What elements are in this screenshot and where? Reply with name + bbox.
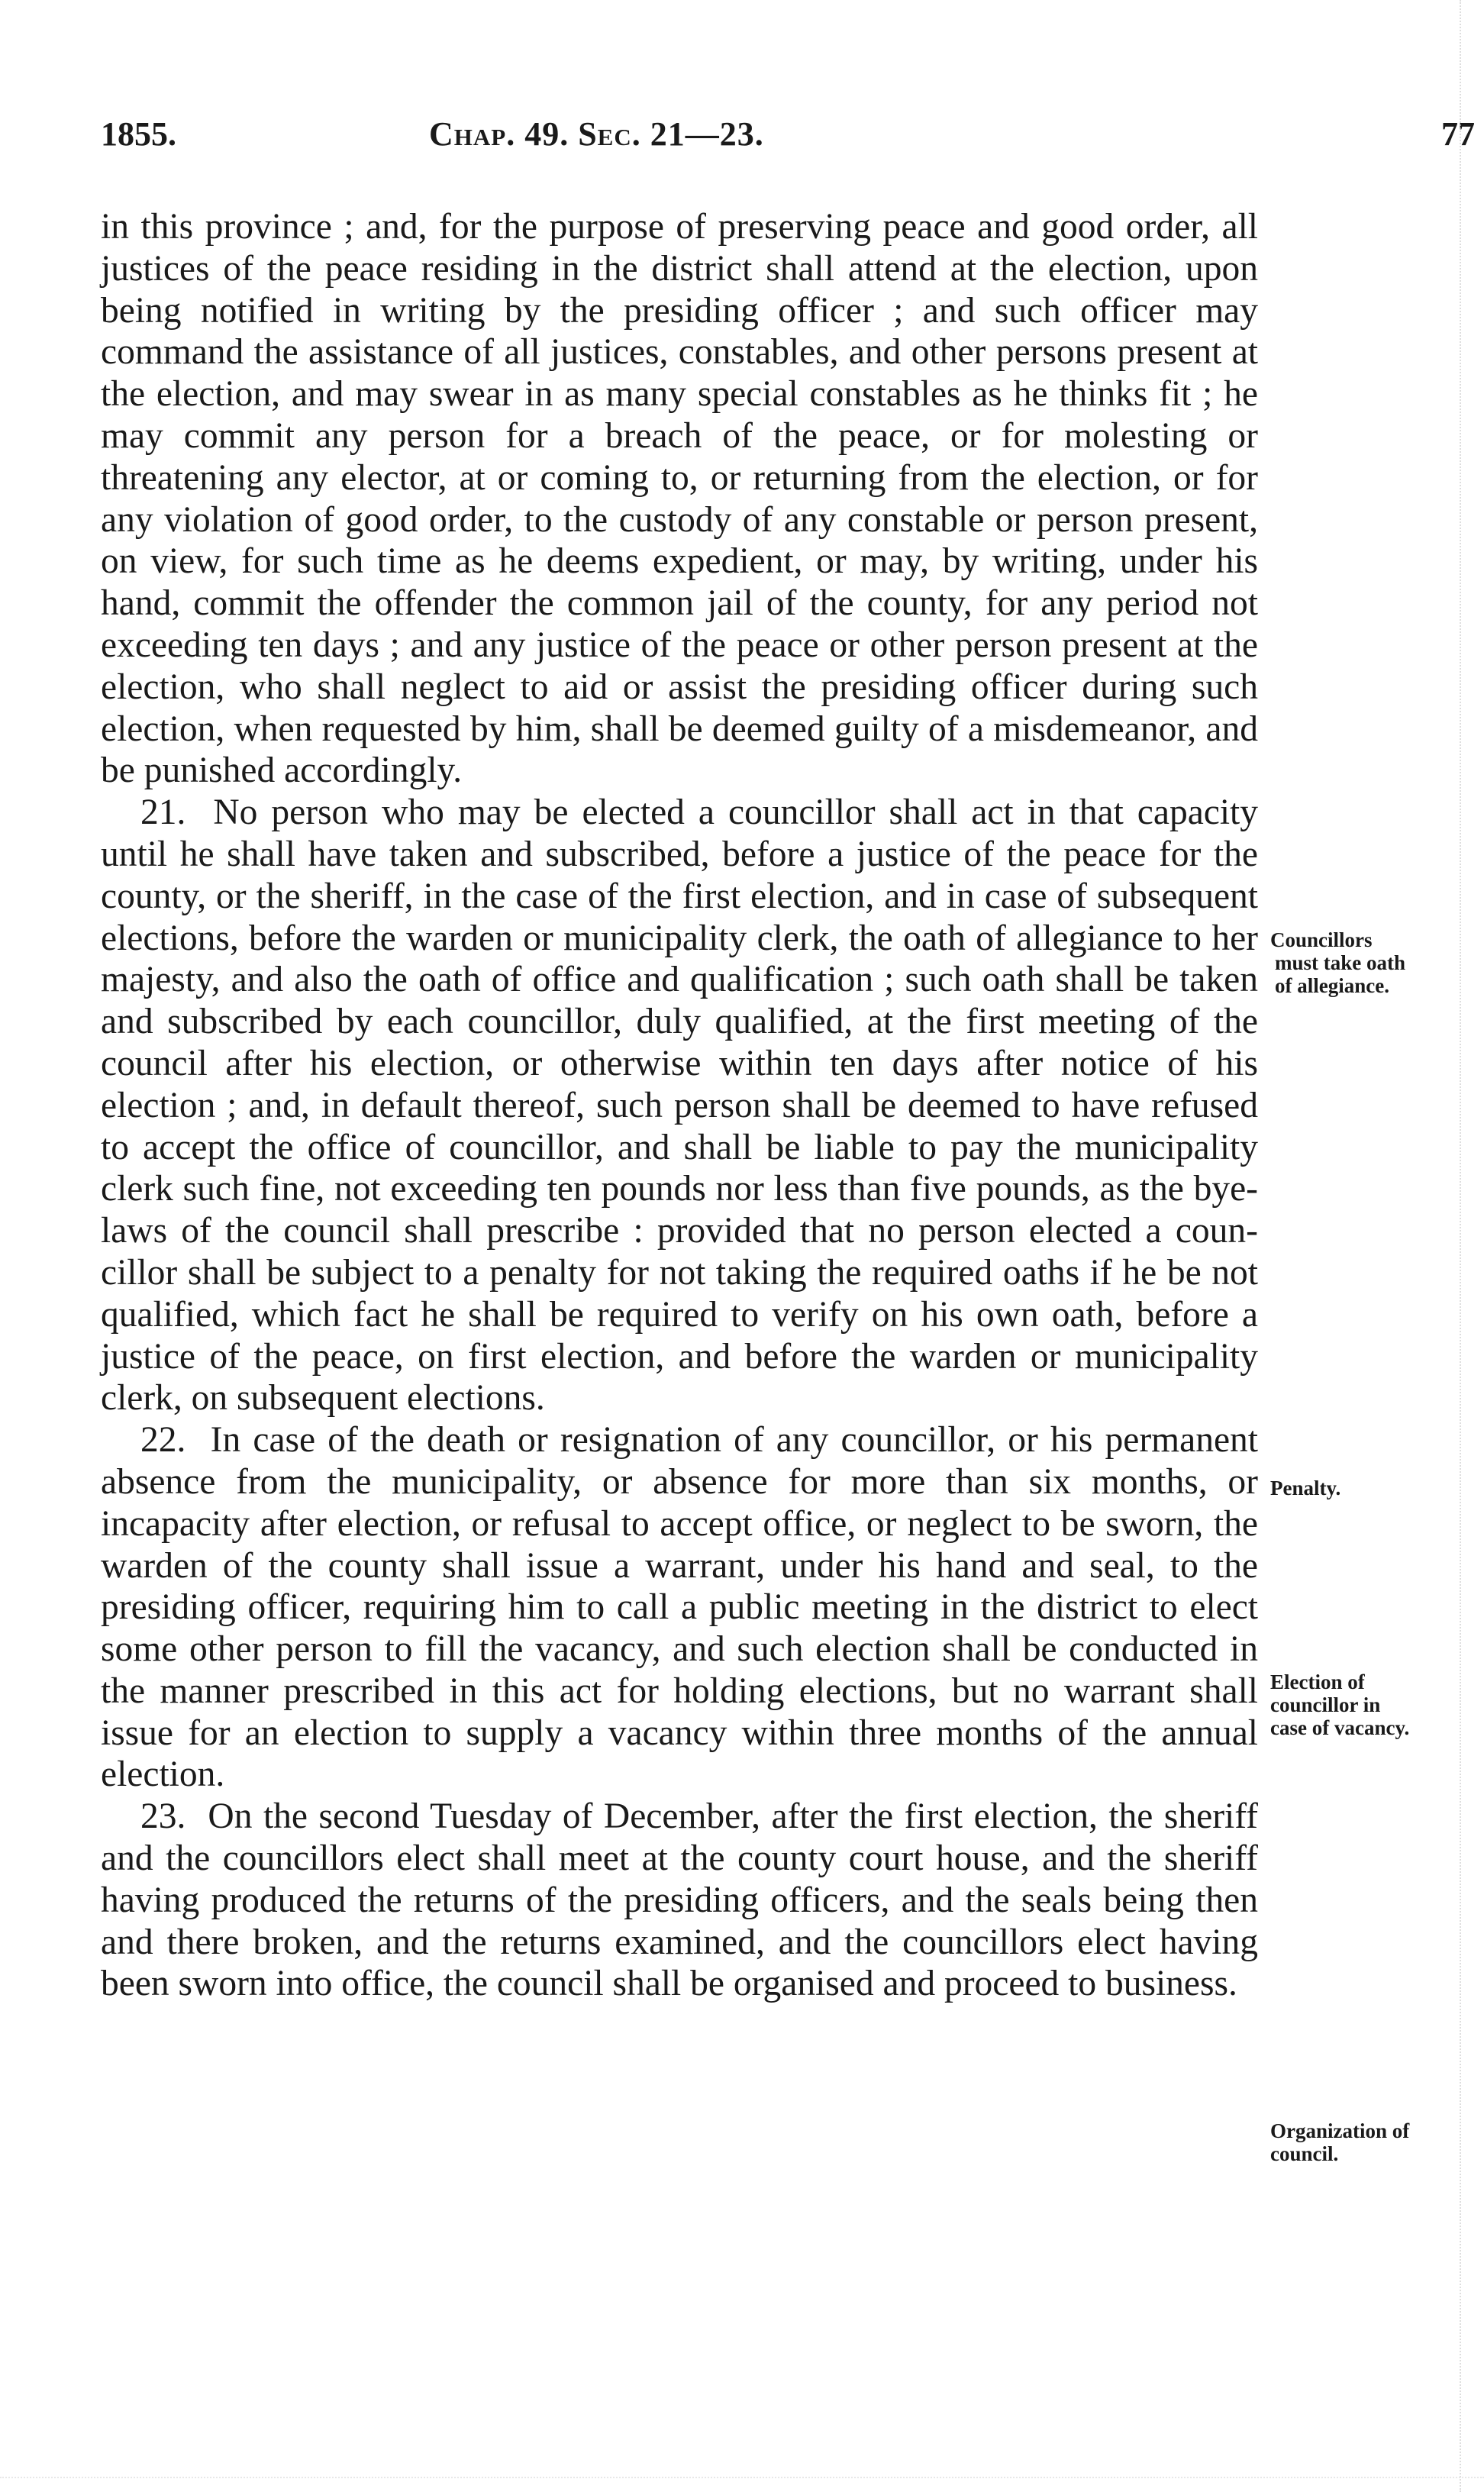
page-number: 77	[1441, 115, 1475, 153]
body-text	[101, 206, 1258, 2005]
margin-note-line: must take oath	[1275, 951, 1406, 974]
scan-bottom-artifact	[0, 2477, 1484, 2481]
margin-note-line: council.	[1270, 2142, 1339, 2165]
section-text: No person who may be elected a councillor shall act in that capacity until he shall have taken and subscribed, before a justice of the peace for the county, or the sheriff, in the case of the first election, and in case of subsequent elections, before the warden or municipality clerk, the oath of allegiance to her majesty, and also the oath of office and qualification ; such oath shall be taken and subscribed by each councillor, duly qualified, at the first meeting of the council after his election, or otherwise within ten days after notice of his election ; and, in default thereof, such person shall be deemed to have refused to accept the office of councillor, and shall be liable to pay the municipality clerk such fine, not exceeding ten pounds nor less than five pounds, as the bye-laws of the council shall prescribe : provided that no person elected a councillor shall be subject to a penalty for not taking the required oaths if he be not qualified, which fact he shall be required to verify on his own oath, before a justice of the peace, on first election, and before the warden or municipality clerk, on subsequent elections.	[101, 792, 1259, 1419]
header-year: 1855.	[101, 115, 176, 153]
margin-note-line: of allegiance.	[1275, 974, 1389, 997]
scan-edge-artifact	[1460, 0, 1484, 2492]
section-number: 22.	[140, 1420, 186, 1461]
margin-note-election-vacancy	[1270, 1670, 1476, 1739]
margin-note-line: case of vacancy.	[1270, 1716, 1410, 1739]
margin-note-line: Councillors	[1270, 928, 1373, 951]
margin-note-line: Organization of	[1270, 2119, 1410, 2142]
header-chapter-section: Chap. 49. Sec. 21—23.	[429, 115, 764, 153]
page-header	[101, 115, 1475, 168]
section-21	[101, 792, 1258, 1419]
margin-note-line: Election of	[1270, 1670, 1365, 1693]
margin-note-councillors-oath	[1270, 928, 1476, 997]
margin-note-organization	[1270, 2119, 1476, 2165]
margin-note-line: councillor in	[1270, 1693, 1381, 1716]
section-text: On the second Tuesday of December, after the first election, the sheriff and the councillors elect shall meet at the county court house, and the sheriff having produced the returns of the presiding officers, and the seals being then and there broken, and the returns examined, and the councillors elect having been sworn into office, the council shall be organised and proceed to business.	[101, 1796, 1258, 2004]
section-number: 23.	[140, 1796, 186, 1837]
section-number: 21.	[140, 792, 186, 833]
margin-note-line: Penalty.	[1270, 1477, 1341, 1499]
opening-paragraph: in this province ; and, for the purpose of preserving peace and good order, all justices of the peace residing in the district shall attend at the election, upon being notified in writing by the presiding officer ; and such officer may command the assistance of all justices, constables, and other persons present at the election, and may swear in as many special constables as he thinks fit ; he may commit any person for a breach of the peace, or for molesting or threatening any elector, at or coming to, or returning from the election, or for any violation of good order, to the custody of any constable or person present, on view, for such time as he deems expedient, or may, by writing, under his hand, commit the offender the common jail of the county, for any period not exceeding ten days ; and any justice of the peace or other person present at the election, who shall neglect to aid or assist the presiding officer during such election, when requested by him, shall be deemed guilty of a misdemeanor, and be punished accordingly.	[101, 207, 1258, 791]
section-22	[101, 1419, 1258, 1796]
section-23	[101, 1796, 1258, 2005]
margin-note-penalty	[1270, 1477, 1476, 1499]
section-text: In case of the death or resignation of any councillor, or his permanent absence from the municipality, or absence for more than six months, or incapacity after election, or refusal to accept office, or neglect to be sworn, the warden of the county shall issue a warrant, under his hand and seal, to the presiding officer, requiring him to call a public meeting in the district to elect some other person to fill the vacancy, and such election shall be conducted in the manner prescribed in this act for holding elections, but no warrant shall issue for an election to supply a vacancy within three months of the annual election.	[101, 1420, 1258, 1795]
